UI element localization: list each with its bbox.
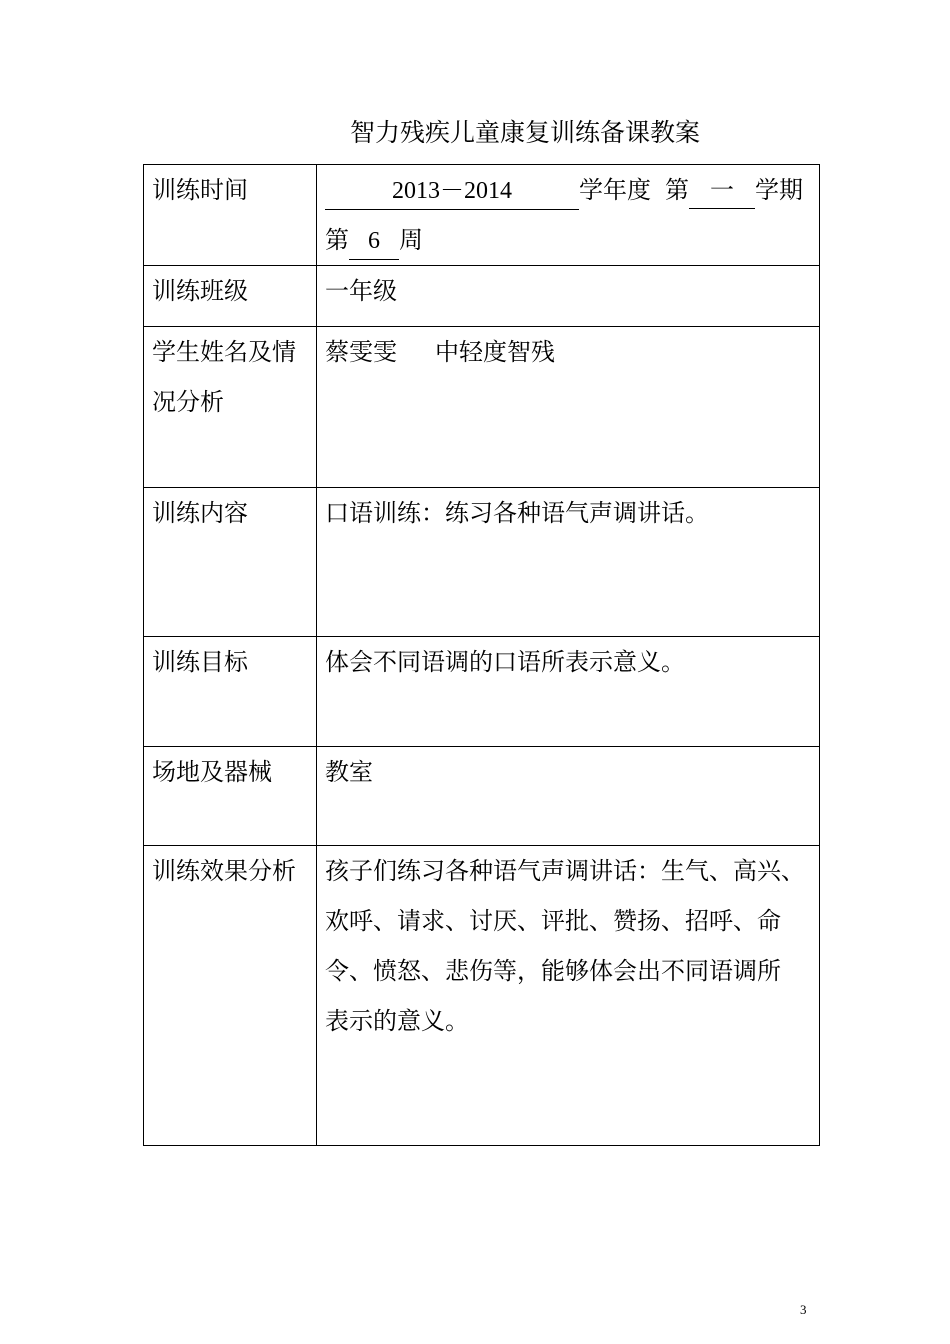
value-training-time — [317, 165, 820, 266]
value-content: 口语训练：练习各种语气声调讲话。 — [317, 488, 820, 637]
row-training-time — [144, 165, 820, 266]
effect-line-1: 孩子们练习各种语气声调讲话：生气、高兴、 — [325, 857, 805, 885]
week-line — [325, 215, 811, 265]
row-venue — [144, 747, 820, 846]
document-title: 智力残疾儿童康复训练备课教案 — [349, 118, 700, 147]
row-content — [144, 488, 820, 637]
value-goal: 体会不同语调的口语所表示意义。 — [317, 637, 820, 747]
lesson-plan-table — [143, 164, 820, 1146]
value-effect — [317, 846, 820, 1146]
effect-line-2: 欢呼、请求、讨厌、评批、赞扬、招呼、命 — [325, 907, 781, 935]
value-venue: 教室 — [317, 747, 820, 846]
week-prefix: 第 — [325, 226, 349, 254]
term-suffix: 学期 — [755, 176, 803, 204]
label-content: 训练内容 — [144, 488, 317, 637]
school-year-suffix: 学年度 — [579, 176, 651, 204]
week-suffix: 周 — [399, 226, 423, 254]
label-effect: 训练效果分析 — [144, 846, 317, 1146]
label-venue: 场地及器械 — [144, 747, 317, 846]
school-year-line — [325, 165, 811, 215]
week-value: 6 — [349, 223, 399, 260]
student-condition: 中轻度智残 — [435, 338, 555, 366]
label-student — [144, 327, 317, 488]
school-year: 2013－2014 — [325, 173, 579, 210]
value-class: 一年级 — [317, 266, 820, 327]
value-student — [317, 327, 820, 488]
row-effect — [144, 846, 820, 1146]
row-goal — [144, 637, 820, 747]
effect-line-4: 表示的意义。 — [325, 1007, 469, 1035]
page-number: 3 — [800, 1302, 807, 1317]
row-class — [144, 266, 820, 327]
label-class: 训练班级 — [144, 266, 317, 327]
effect-line-3: 令、愤怒、悲伤等，能够体会出不同语调所 — [325, 957, 781, 985]
label-training-time: 训练时间 — [144, 165, 317, 266]
label-goal: 训练目标 — [144, 637, 317, 747]
term-prefix: 第 — [665, 176, 689, 204]
student-name: 蔡雯雯 — [325, 338, 397, 366]
label-student-line1: 学生姓名及情 — [152, 338, 296, 366]
row-student — [144, 327, 820, 488]
label-student-line2: 况分析 — [152, 388, 224, 416]
term-value: 一 — [689, 172, 755, 209]
